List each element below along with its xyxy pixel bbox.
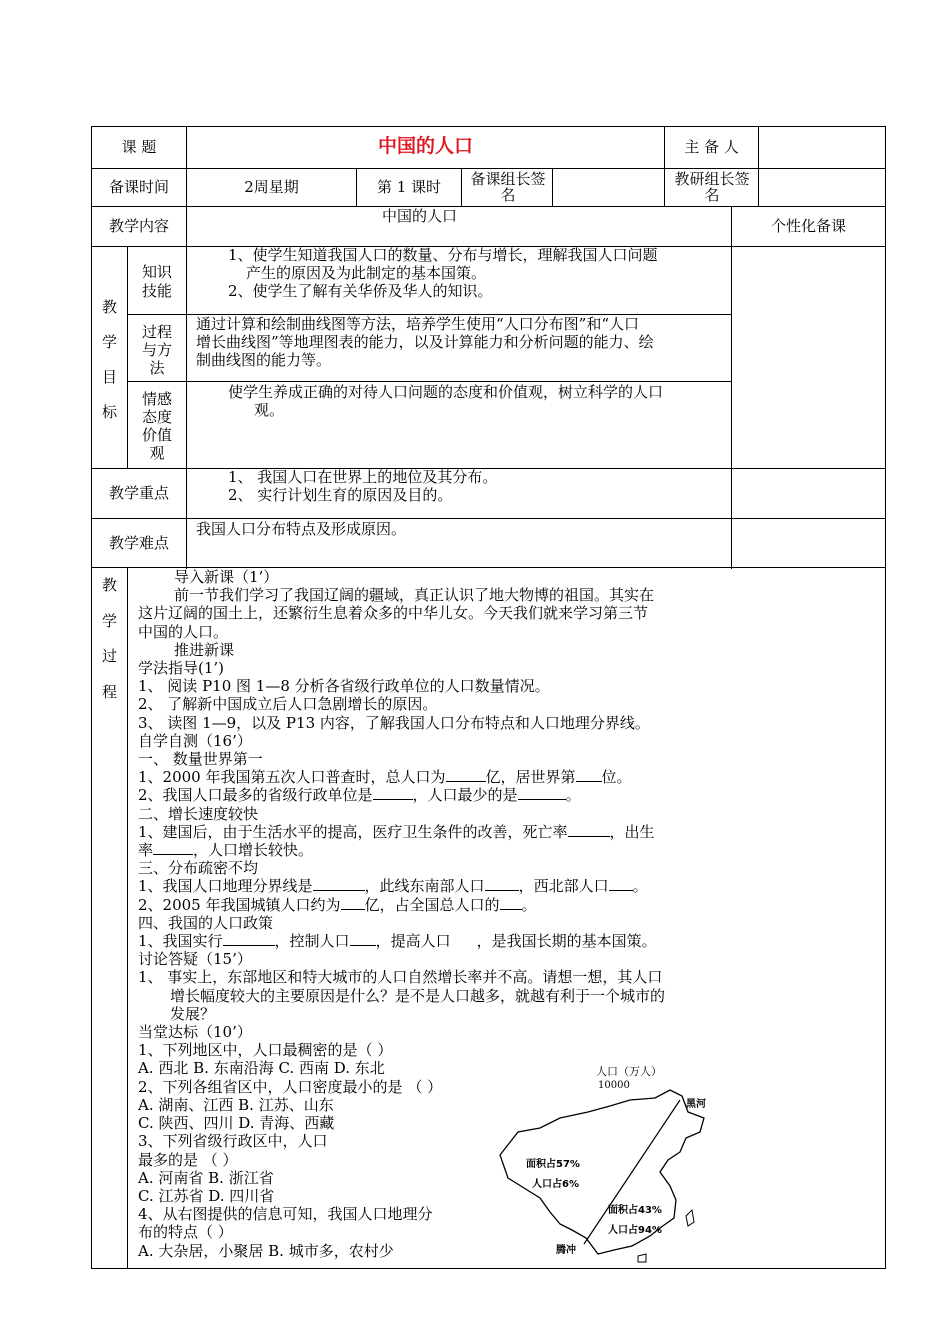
objective-text: 2、使学生了解有关华侨及华人的知识。 (228, 282, 493, 300)
objective-text: 通过计算和绘制曲线图等方法，培养学生使用“人口分布图”和“人口 (196, 315, 640, 333)
difficulty-item: 我国人口分布特点及形成原因。 (196, 520, 407, 538)
map-label-se-area: 面积占43% (608, 1205, 662, 1216)
content-label: 教学内容 (108, 217, 169, 235)
map-label-nw-pop: 人口占6% (532, 1179, 579, 1190)
research-leader-signature (759, 169, 885, 206)
objective-label-knowledge: 知识 技能 (141, 263, 172, 300)
objective-text: 观。 (254, 401, 285, 419)
objective-text: 使学生养成正确的对待人口问题的态度和价值观，树立科学的人口 (228, 383, 664, 401)
difficulties-label: 教学难点 (108, 534, 169, 552)
period-value: 第 1 课时 (376, 178, 442, 196)
content-value: 中国的人口 (382, 207, 458, 225)
preparer-value (759, 127, 885, 168)
map-label-se-pop: 人口占94% (608, 1225, 662, 1236)
objective-label-attitude: 情感 态度 价值 观 (141, 390, 172, 462)
prep-time-label: 备课时间 (108, 178, 169, 196)
population-map-figure (490, 1060, 720, 1265)
china-map-outline (490, 1060, 720, 1265)
objective-text: 1、使学生知道我国人口的数量、分布与增长，理解我国人口问题 (228, 246, 658, 264)
key-point-item: 2、 实行计划生育的原因及目的。 (228, 486, 453, 504)
key-point-item: 1、 我国人口在世界上的地位及其分布。 (228, 468, 498, 486)
objectives-label: 教 学 目 标 (101, 298, 117, 421)
personal-prep-label: 个性化备课 (770, 217, 846, 235)
map-axis-title: 人口（万人） (596, 1065, 662, 1078)
week-value: 2周星期 (244, 178, 299, 196)
objective-text: 产生的原因及为此制定的基本国策。 (246, 264, 487, 282)
map-label-tengchong: 腾冲 (556, 1245, 576, 1256)
group-leader-signature (553, 169, 664, 206)
map-label-nw-area: 面积占57% (526, 1159, 580, 1170)
objective-text: 制曲线图的能力等。 (196, 351, 332, 369)
objective-text: 增长曲线图”等地理图表的能力，以及计算能力和分析问题的能力、绘 (196, 333, 654, 351)
objective-label-process: 过程 与方 法 (141, 323, 172, 377)
process-body: 导入新课（1’） 前一节我们学习了我国辽阔的疆域，真正认识了地大物博的祖国。其实在 这片辽阔的国土上，还繁衍生息着众多的中华儿女。今天我们就来学习第三节 中国的人口。 推进新课 学法指导(1’) 1、 阅读 P10 图 1—8 分析各省级行政单位的人口数量情况。 2、 了解新中国成立后人口急剧增长的原因。 3、 读图 1—9，以及 P13 内容，了解我国人口分布特点和人口地理分界线。 自学自测（16’） 一、 数量世界第一 1、2000 年我国第五次人口普查时，总人口为 亿，居世界第 位。 2、我国人口最多的省级行政单位是 ，人口最少的是 。 二、增长速度较快 1、建国后，由于生活水平的提高，医疗卫生条件的改善，死亡率 ，出生 率 ，人口增长较快。 三、分布疏密不均 1、我国人口地理分界线是 ，此线东南部人口 ，西北部人口 。 2、2005 年我国城镇人口约为 亿，占全国总人口的 。 四、我国的人口政策 1、我国实行 ，控制人口 ，提高人口 ，是我国长期的基本国策。 讨论答疑（15’） 1、 事实上，东部地区和特大城市的人口自然增长率并不高。请想一想，其人口 增长幅度较大的主要原因是什么？是不是人口越多，就越有利于一个城市的 发展？ 当堂达标（10’） 1、下列地区中，人口最稠密的是（ ） A. 西北 B. 东南沿海 C. 西南 D. 东北 2、下列各组省区中，人口密度最小的是 （ ） A. 湖南、江西 B. 江苏、山东 C. 陕西、四川 D. 青海、西藏 3、下列省级行政区中，人口 最多的是 （ ） A. 河南省 B. 浙江省 C. 江苏省 D. 四川省 4、从右图提供的信息可知，我国人口地理分 布的特点（ ） A. 大杂居，小聚居 B. 城市多，农村少 (138, 568, 666, 1260)
topic-label: 课 题 (121, 138, 157, 156)
map-axis-value: 10000 (598, 1080, 630, 1091)
preparer-label: 主 备 人 (684, 138, 739, 156)
research-leader-label: 教研组长签名 (674, 170, 750, 204)
page-title: 中国的人口 (377, 135, 473, 157)
key-points-label: 教学重点 (108, 484, 169, 502)
map-label-heihe: 黑河 (686, 1099, 706, 1110)
group-leader-label: 备课组长签名 (470, 170, 546, 204)
process-label: 教 学 过 程 (101, 576, 117, 701)
